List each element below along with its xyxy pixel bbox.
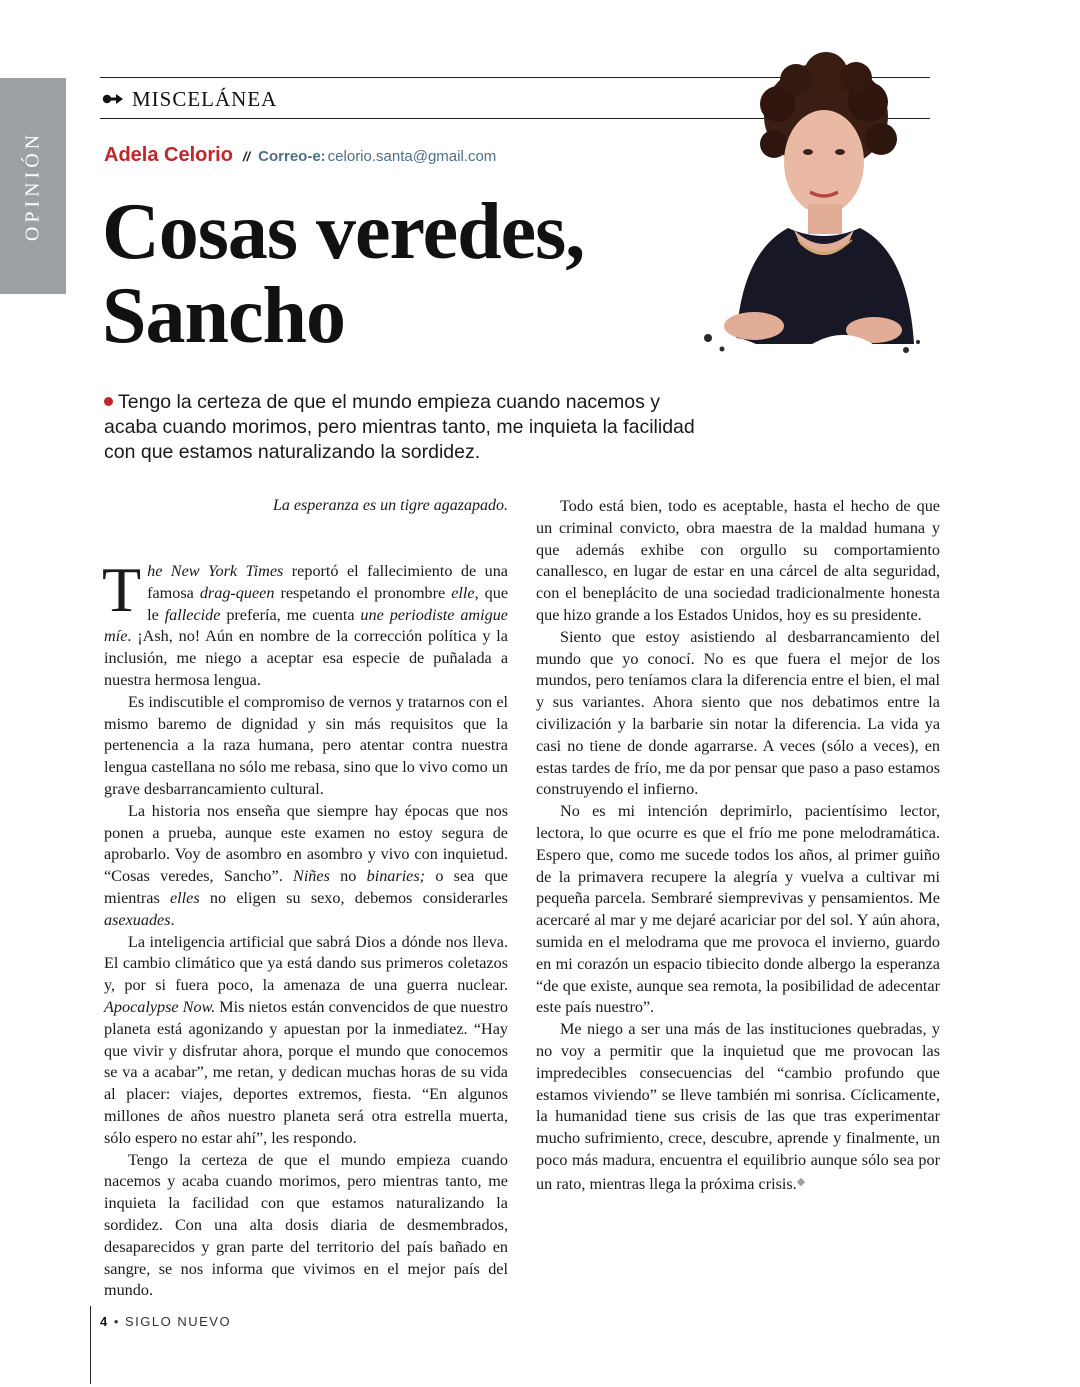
p4-text-c: Mis nietos están convencidos de que nuestro planeta está agonizando y apuestan por la inmediatez. “Hay que vivir y disfrutar ahora, porque el mundo que conocemos se va a acabar”, me retan, y dedican muchas horas de su vida al placer: viajes, deportes extremos, fiesta. “En algunos millones de años nuestro planeta será otra estrella muerta, sólo espero no estar ahí”, les respondo. — [104, 997, 508, 1147]
p3-text-e: o sea que mientras — [104, 867, 508, 907]
p1-text-f: , que le — [147, 583, 508, 624]
title-line-2: Sancho — [102, 272, 345, 360]
author-name: Adela Celorio — [104, 144, 233, 166]
lead-text: Tengo la certeza de que el mundo empieza cuando nacemos y acaba cuando morimos, pero mientras tanto, me inquieta la facilidad con que estamos naturalizando la sordidez. — [104, 391, 695, 463]
paragraph-8: No es mi intención deprimirlo, pacientísimo lector, lectora, lo que ocurre es que el frío me pone melodramática. Espero que, como me sucede todos los años, al primer guiño de la primavera recupere la alegría y vuelva a cultivar mi pequeña parcela. Sembraré siemprevivas y pensamientos. Me acercaré al mar y me dejaré acariciar por del sol. Y aún ahora, sumida en el melodrama que me provoca el invierno, guardo en mi corazón un espacio tibiecito donde albergo la esperanza “de que existe, aunque sea remota, la posibilidad de adecentar este país nuestro”. — [536, 802, 940, 1017]
paragraph-9 — [536, 1019, 940, 1195]
page-number: 4 — [100, 1314, 109, 1329]
footer-rule — [90, 1306, 91, 1384]
p3-italic-d: binaries; — [366, 867, 426, 886]
paragraph-6: Todo está bien, todo es aceptable, hasta el hecho de que un criminal convicto, obra maestra de la maldad humana y que además exhibe con orgullo su comportamiento canallesco, en lugar de estar en una cárcel de alta seguridad, con el beneplácito de una sociedad tradicionalmente honesta que hizo grande a los Estados Unidos, hoy es su presidente. — [536, 497, 940, 624]
p4-text-a: La inteligencia artificial que sabrá Dios a dónde nos lleva. El cambio climático que ya está dando sus primeros coletazos y, por si fuera poco, la amenaza de una guerra nuclear. — [104, 932, 508, 995]
byline — [104, 144, 496, 167]
p3-text-i: . — [170, 910, 175, 929]
p3-text-c: no — [329, 867, 367, 886]
paragraph-3 — [104, 801, 508, 932]
page-footer — [100, 1314, 231, 1329]
section-header — [102, 86, 277, 112]
epigraph: La esperanza es un tigre agazapado. — [273, 497, 508, 514]
p9-text: Me niego a ser una más de las instituciones quebradas, y no voy a permitir que la inquietud que me provocan las impredecibles consecuencias del “cambio profundo que estamos viviendo” se lleve también mi sonrisa. Cíclicamente, la humanidad tiene sus crisis de las que tras experimentar mucho sufrimiento, crece, descubre, aprende y finalmente, un poco más madura, encuentra el equilibrio aunque sólo sea por un rato, mientras llega la próxima crisis. — [536, 1020, 940, 1193]
p1-text-j: . ¡Ash, no! Aún en nombre de la corrección política y la inclusión, me niego a aceptar esa especie de puñalada a nuestra hermosa lengua. — [104, 627, 508, 689]
p3-text-g: no eligen su sexo, debemos considerarles — [199, 888, 508, 907]
p3-italic-f: elles — [170, 888, 200, 907]
p1-italic-e: elle — [451, 583, 475, 602]
author-email: celorio.santa@gmail.com — [327, 148, 497, 165]
p1-italic-g: fallecide — [164, 605, 221, 624]
paragraph-4 — [104, 932, 508, 1150]
paragraph-1 — [102, 554, 508, 692]
title-line-1: Cosas veredes, — [102, 188, 585, 276]
paragraph-5: Tengo la certeza de que el mundo empieza cuando nacemos y acaba cuando morimos, pero mientras tanto, me inquieta la facilidad con que estamos naturalizando la sordidez. Con una alta dosis diaria de desmembrados, desaparecidos y gran parte del territorio del país bañado en sangre, se nos informa que vivimos en el mejor país del mundo. — [104, 1150, 508, 1300]
section-name: MISCELÁNEA — [132, 86, 278, 111]
byline-separator: // — [242, 149, 251, 164]
p1-text-h: prefería, me cuenta — [220, 605, 361, 624]
drop-cap: T — [102, 554, 142, 625]
p1-italic-i: une periodiste amigue míe — [104, 605, 508, 646]
author-portrait — [696, 44, 932, 362]
p1-italic-a: he New York Times — [147, 562, 284, 580]
p1-text-b: reportó el fallecimiento de una famosa — [147, 562, 508, 602]
lead-summary — [104, 390, 704, 465]
email-label: Correo-e: — [258, 148, 326, 165]
red-bullet-icon — [104, 397, 113, 406]
p1-italic-c: drag-queen — [199, 583, 275, 602]
opinion-side-tab — [0, 78, 66, 294]
p3-italic-h: asexuades — [104, 910, 171, 929]
article-column-right — [536, 496, 940, 1196]
article-title — [102, 190, 702, 358]
p1-text-d: respetando el pronombre — [274, 583, 452, 602]
end-mark-icon: ◆ — [796, 1175, 806, 1188]
p3-text-a: La historia nos enseña que siempre hay épocas que nos ponen a prueba, aunque este examen no estoy segura de aprobarlo. Voy de asombro en asombro y vivo con inquietud. “Cosas veredes, Sancho”. — [104, 801, 508, 886]
paragraph-7: Siento que estoy asistiendo al desbarrancamiento del mundo que yo conocí. No es que fuera el mejor de los mundos, pero teníamos clara la diferencia entre el bien, el mal y sus variantes. Ahora siento que nos debatimos entre la civilización y la barbarie sin notar la diferencia. La vida ya casi no tiene de donde agarrarse. A veces (sólo a veces), en estas tardes de frío, me da por pensar que paso a paso estamos construyendo el infierno. — [536, 627, 940, 799]
opinion-label: OPINIÓN — [21, 130, 44, 242]
publication-name: SIGLO NUEVO — [125, 1314, 232, 1329]
p4-italic-b: Apocalypse Now. — [104, 997, 216, 1016]
article-column-left — [102, 554, 508, 1302]
paragraph-2: Es indiscutible el compromiso de vernos y tratarnos con el mismo baremo de dignidad y sin más requisitos que la pertenencia a la raza humana, pero atentar contra nuestra lengua castellana no sólo me rebasa, sino que lo vivo como un grave desbarrancamiento cultural. — [104, 692, 508, 798]
p3-italic-b: Niñes — [293, 867, 330, 886]
arrow-marker-icon — [102, 92, 124, 106]
footer-dot: • — [108, 1314, 126, 1329]
